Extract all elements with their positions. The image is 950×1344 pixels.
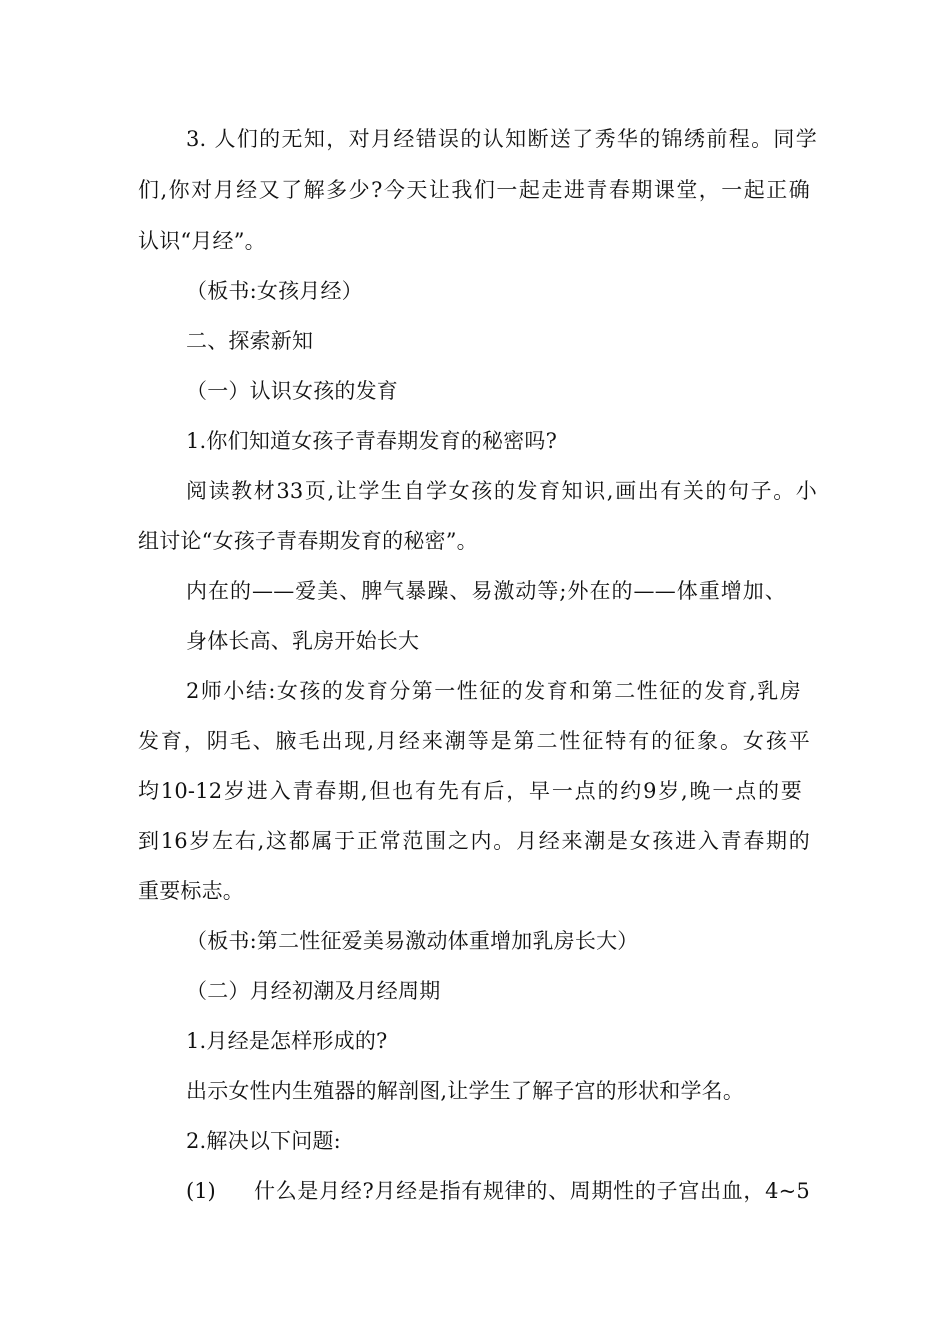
paragraph-line: 们,你对月经又了解多少?今天让我们一起走进青春期课堂，一起正确 <box>138 178 810 202</box>
paragraph-line: 重要标志。 <box>138 879 244 903</box>
paragraph-line: 内在的——爱美、脾气暴躁、易激动等;外在的——体重增加、 <box>186 579 786 603</box>
paragraph-line: 发育，阴毛、腋毛出现,月经来潮等是第二性征特有的征象。女孩平 <box>138 729 810 753</box>
paragraph-line: 认识“月经”。 <box>138 229 266 253</box>
paragraph-line: 组讨论“女孩子青春期发育的秘密”。 <box>138 529 478 553</box>
board-note: （板书:女孩月经） <box>186 279 363 303</box>
paragraph-line: 出示女性内生殖器的解剖图,让学生了解子宫的形状和学名。 <box>186 1079 745 1103</box>
subsection-heading: （一）认识女孩的发育 <box>186 379 398 403</box>
paragraph-line: 均10-12岁进入青春期,但也有先有后，早一点的约9岁,晚一点的要 <box>138 779 802 803</box>
paragraph-line: 1.月经是怎样形成的? <box>186 1029 388 1053</box>
paragraph-line: 到16岁左右,这都属于正常范围之内。月经来潮是女孩进入青春期的 <box>138 829 810 853</box>
subsection-heading: （二）月经初潮及月经周期 <box>186 979 441 1003</box>
paragraph-line: 阅读教材33页,让学生自学女孩的发育知识,画出有关的句子。小 <box>186 479 817 503</box>
section-heading: 二、探索新知 <box>186 329 314 353</box>
paragraph-line: 3. 人们的无知，对月经错误的认知断送了秀华的锦绣前程。同学 <box>186 127 817 151</box>
paragraph-line: 1.你们知道女孩子青春期发育的秘密吗? <box>186 429 558 453</box>
paragraph-line: 2.解决以下问题: <box>186 1129 341 1153</box>
list-item-text: 什么是月经?月经是指有规律的、周期性的子宫出血，4~5 <box>254 1179 810 1203</box>
paragraph-line: 身体长高、乳房开始长大 <box>186 629 420 653</box>
board-note: （板书:第二性征爱美易激动体重增加乳房长大） <box>186 929 639 953</box>
list-item-number: (1) <box>186 1179 216 1203</box>
paragraph-line: 2师小结:女孩的发育分第一性征的发育和第二性征的发育,乳房 <box>186 679 801 703</box>
